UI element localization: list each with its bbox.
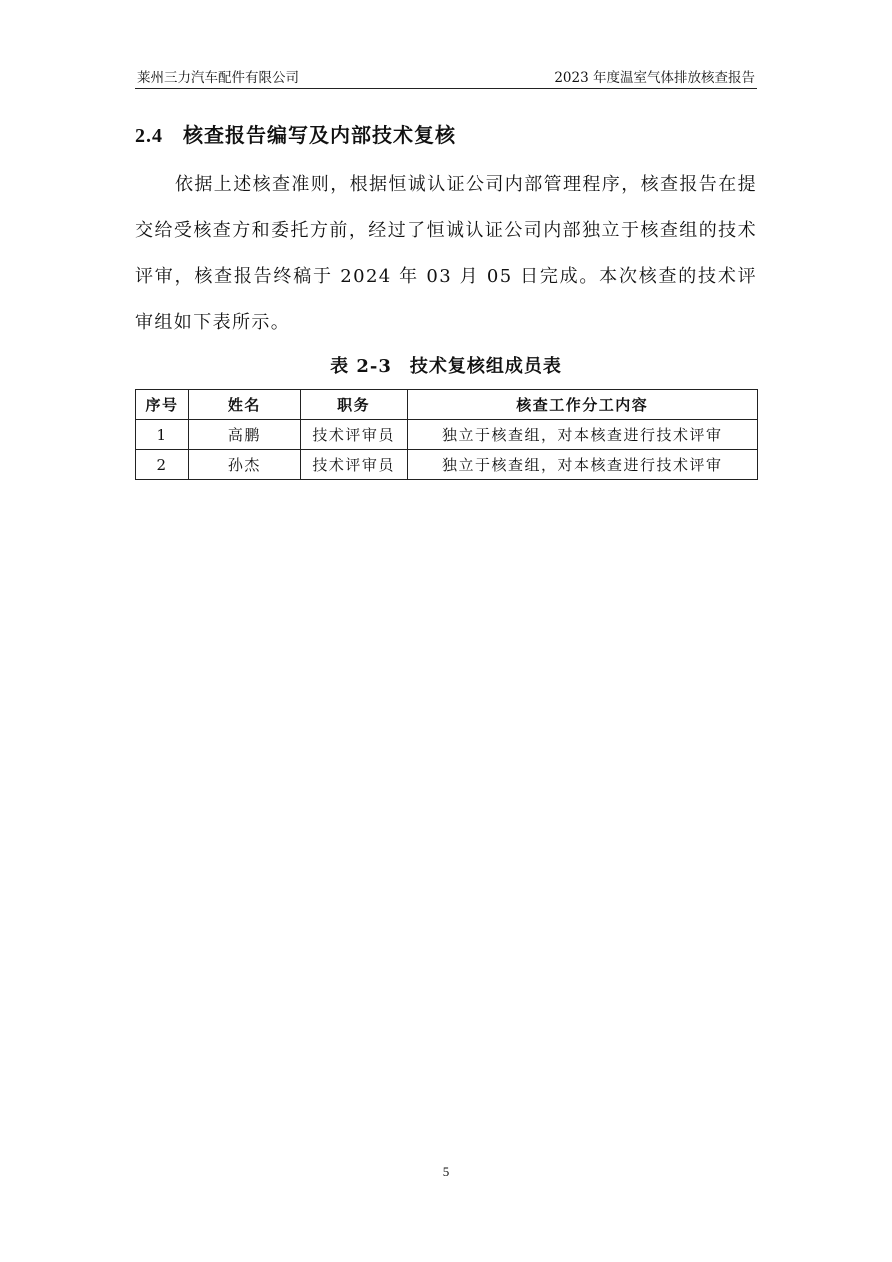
column-header-duty: 核查工作分工内容 <box>407 390 757 420</box>
page-number: 5 <box>442 1164 450 1179</box>
header-report-title: 2023 年度温室气体排放核查报告 <box>554 70 755 86</box>
cell-position: 技术评审员 <box>300 450 407 480</box>
table-caption-number: 表 2-3 <box>330 356 392 377</box>
table-caption <box>0 352 892 378</box>
table-header-row <box>136 390 758 420</box>
cell-position: 技术评审员 <box>300 420 407 450</box>
header-company-name: 莱州三力汽车配件有限公司 <box>137 70 299 86</box>
body-paragraph <box>135 162 757 346</box>
section-heading <box>135 119 456 148</box>
cell-name: 孙杰 <box>188 450 300 480</box>
review-team-table <box>135 389 758 480</box>
cell-duty: 独立于核查组，对本核查进行技术评审 <box>407 420 757 450</box>
column-header-index: 序号 <box>136 390 189 420</box>
column-header-name: 姓名 <box>188 390 300 420</box>
section-title-text: 核查报告编写及内部技术复核 <box>183 123 456 147</box>
cell-index: 1 <box>136 420 189 450</box>
page-header <box>135 66 757 89</box>
cell-duty: 独立于核查组，对本核查进行技术评审 <box>407 450 757 480</box>
cell-name: 高鹏 <box>188 420 300 450</box>
column-header-position: 职务 <box>300 390 407 420</box>
table-caption-title: 技术复核组成员表 <box>409 356 562 377</box>
section-number: 2.4 <box>135 125 163 147</box>
paragraph-text: 依据上述核查准则，根据恒诚认证公司内部管理程序，核查报告在提交给受核查方和委托方前，经过了恒诚认证公司内部独立于核查组的技术评审，核查报告终稿于 2024 年 03 月 05 日完成。本次核查的技术评审组如下表所示。 <box>135 174 757 333</box>
table-row <box>136 420 758 450</box>
cell-index: 2 <box>136 450 189 480</box>
table-row <box>136 450 758 480</box>
